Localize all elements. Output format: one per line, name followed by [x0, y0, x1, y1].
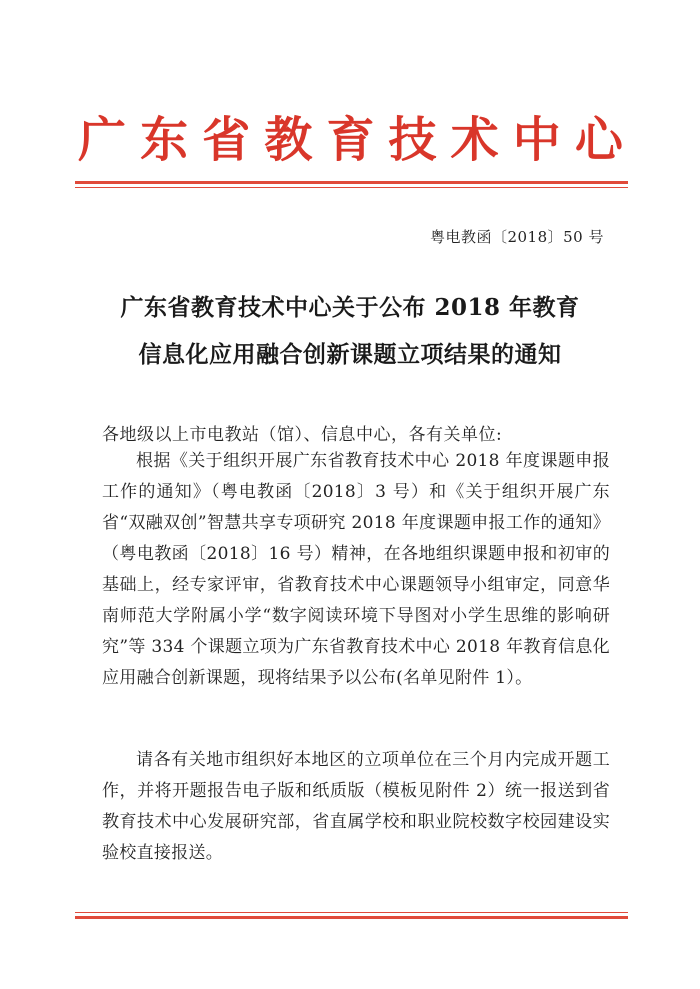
header-rule-thick — [75, 181, 628, 184]
header-rule-thin — [75, 187, 628, 188]
body-paragraph-2: 请各有关地市组织好本地区的立项单位在三个月内完成开题工作，并将开题报告电子版和纸质版（模板见附件 2）统一报送到省教育技术中心发展研究部，省直属学校和职业院校数字校园建设实验校直接报送。 — [102, 750, 610, 863]
org-title-char: 技 — [388, 112, 437, 168]
notice-title-line-1: 广东省教育技术中心关于公布 2018 年教育 — [120, 294, 580, 321]
org-title-char: 心 — [574, 112, 623, 168]
org-title-char: 省 — [202, 112, 251, 168]
org-title-char: 育 — [326, 112, 375, 168]
org-title-char: 中 — [512, 112, 561, 168]
footer-rule-thin — [75, 912, 628, 913]
org-letterhead-title — [78, 110, 623, 170]
notice-title-line-2: 信息化应用融合创新课题立项结果的通知 — [138, 341, 562, 368]
body-paragraph-1: 根据《关于组织开展广东省教育技术中心 2018 年度课题申报工作的通知》（粤电教函〔2018〕3 号）和《关于组织开展广东省“双融双创”智慧共享专项研究 2018 年度课题申报工作的通知》（粤电教函〔2018〕16 号）精神，在各地组织课题申报和初审的基础上，经专家评审，省教育技术中心课题领导小组审定，同意华南师范大学附属小学“数字阅读环境下导图对小学生思维的影响研究”等 334 个课题立项为广东省教育技术中心 2018 年教育信息化应用融合创新课题，现将结果予以公布(名单见附件 1）。 — [102, 451, 610, 688]
document-number: 粤电教函〔2018〕50 号 — [429, 228, 604, 246]
salutation: 各地级以上市电教站（馆）、信息中心，各有关单位: — [102, 425, 503, 445]
org-title-char: 教 — [264, 112, 313, 168]
org-title-char: 东 — [140, 112, 189, 168]
footer-rule-thick — [75, 916, 628, 919]
org-title-char: 广 — [78, 112, 127, 168]
org-title-char: 术 — [450, 112, 499, 168]
